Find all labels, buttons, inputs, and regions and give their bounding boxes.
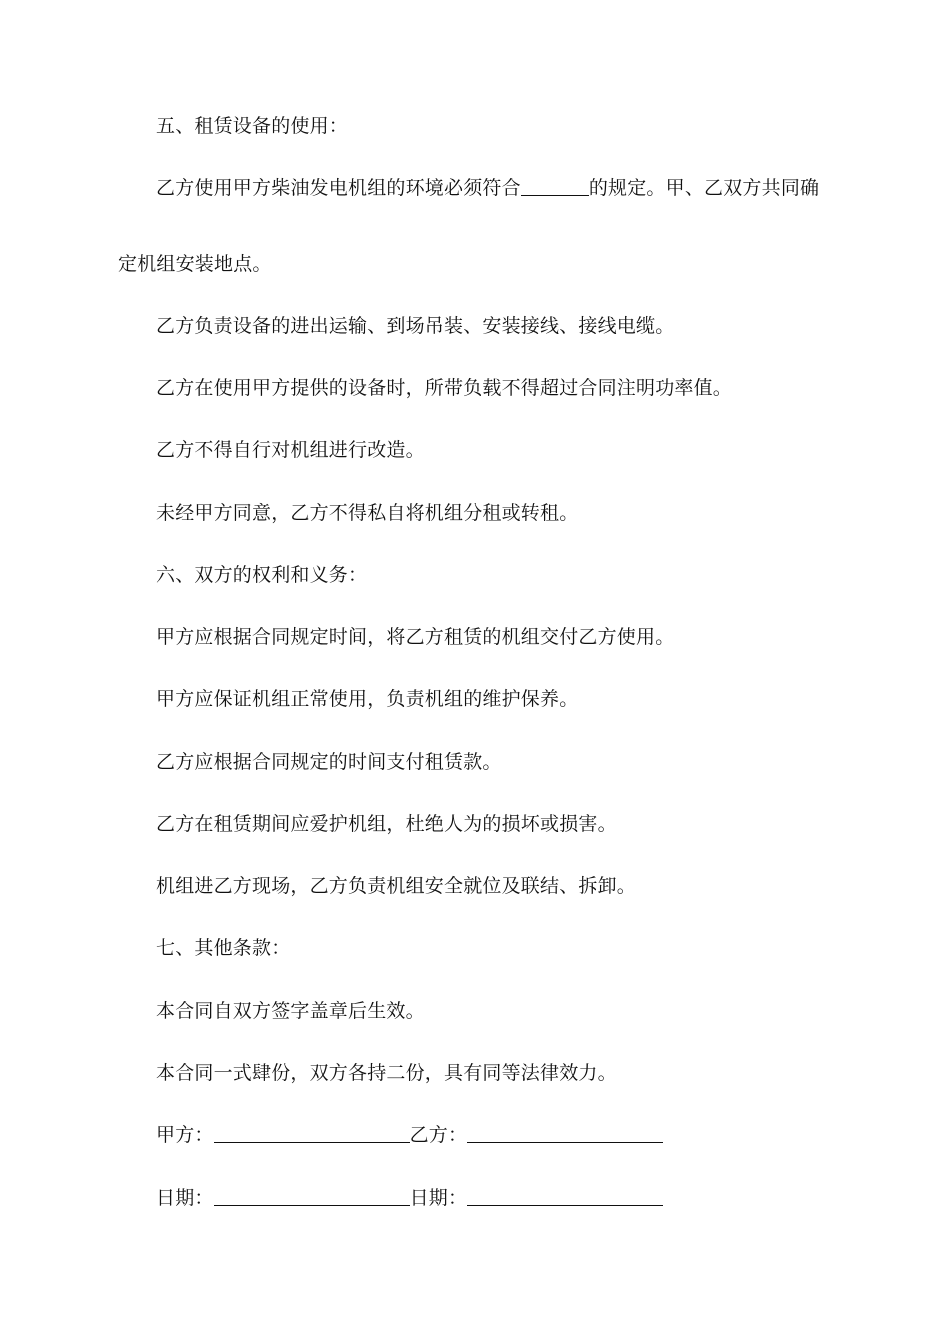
date-a-label: 日期： <box>156 1187 214 1209</box>
date-b-label: 日期： <box>409 1187 468 1209</box>
section-6-heading: 六、双方的权利和义务： <box>156 564 368 586</box>
section-6-paragraph-5: 机组进乙方现场，乙方负责机组安全就位及联结、拆卸。 <box>156 875 637 897</box>
section-5-paragraph-4: 乙方不得自行对机组进行改造。 <box>156 439 425 461</box>
section-5-paragraph-1 <box>156 175 819 201</box>
party-b-blank <box>467 1123 663 1143</box>
section-6-paragraph-4: 乙方在租赁期间应爱护机组，杜绝人为的损坏或损害。 <box>156 813 617 835</box>
section-6-paragraph-3: 乙方应根据合同规定的时间支付租赁款。 <box>156 751 502 773</box>
section-7-heading: 七、其他条款： <box>156 937 291 959</box>
section-5-heading: 五、租赁设备的使用： <box>156 115 349 137</box>
party-a-label: 甲方： <box>156 1124 214 1146</box>
party-b-label: 乙方： <box>409 1124 468 1146</box>
party-a-blank <box>214 1123 410 1143</box>
section-7-paragraph-2: 本合同一式肆份，双方各持二份，具有同等法律效力。 <box>156 1062 617 1084</box>
section-5-paragraph-3: 乙方在使用甲方提供的设备时，所带负载不得超过合同注明功率值。 <box>156 377 733 399</box>
paragraph-text: 的规定。甲、乙双方共同确 <box>588 177 820 199</box>
section-6-paragraph-2: 甲方应保证机组正常使用，负责机组的维护保养。 <box>156 688 579 710</box>
section-5-paragraph-1-continued: 定机组安装地点。 <box>118 253 272 275</box>
section-6-paragraph-1: 甲方应根据合同规定时间，将乙方租赁的机组交付乙方使用。 <box>156 626 675 648</box>
section-5-paragraph-5: 未经甲方同意，乙方不得私自将机组分租或转租。 <box>156 502 579 524</box>
date-a-blank <box>214 1186 410 1206</box>
signature-line-parties <box>156 1122 663 1148</box>
paragraph-text: 乙方使用甲方柴油发电机组的环境必须符合 <box>156 177 521 199</box>
section-5-paragraph-2: 乙方负责设备的进出运输、到场吊装、安装接线、接线电缆。 <box>156 315 675 337</box>
fill-in-blank <box>521 176 589 196</box>
section-7-paragraph-1: 本合同自双方签字盖章后生效。 <box>156 1000 425 1022</box>
signature-line-dates <box>156 1185 663 1211</box>
date-b-blank <box>467 1186 663 1206</box>
